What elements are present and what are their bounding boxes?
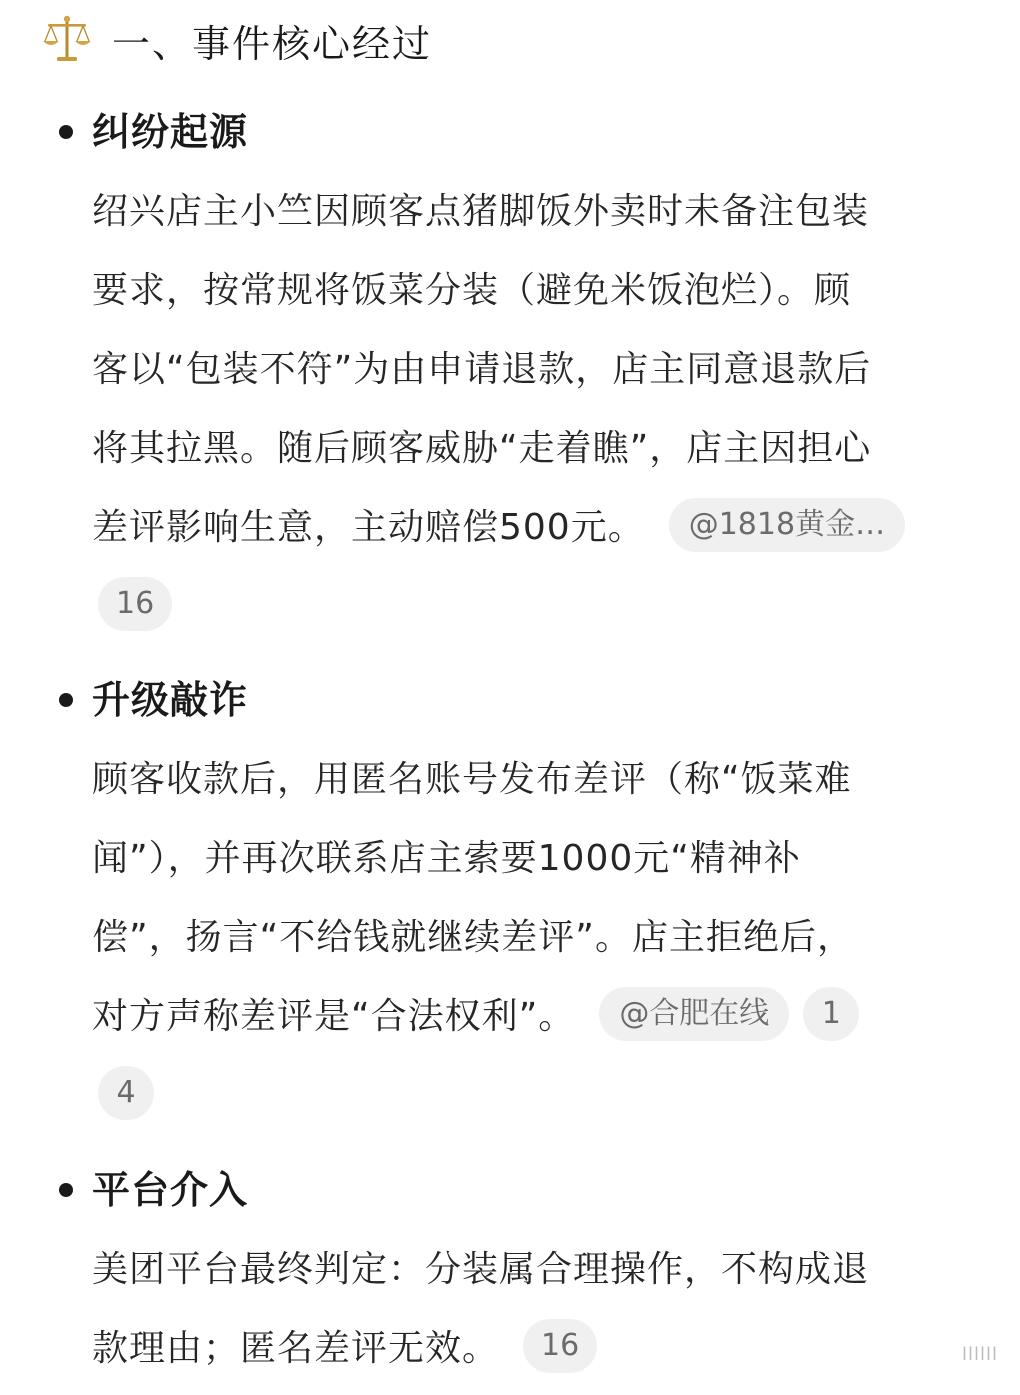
citation-count-chip[interactable]: 16 [98, 577, 172, 631]
body-line-with-source [92, 488, 982, 567]
item-body [92, 740, 982, 1135]
citation-count-chip-part1[interactable]: 1 [803, 987, 859, 1041]
body-text: 款理由；匿名差评无效。 [92, 1328, 500, 1369]
body-line-with-source [92, 977, 982, 1056]
body-line: 将其拉黑。随后顾客威胁“走着瞧”，店主因担心 [92, 428, 872, 469]
watermark: llllll [961, 1344, 998, 1365]
body-line: 客以“包装不符”为由申请退款，店主同意退款后 [92, 349, 872, 390]
source-chip[interactable]: @合肥在线 [599, 987, 789, 1041]
item-heading: 纠纷起源 [92, 110, 249, 154]
item-heading: 平台介入 [92, 1168, 249, 1212]
body-line: 偿”，扬言“不给钱就继续差评”。店主拒绝后， [92, 917, 854, 958]
bullet [59, 1183, 73, 1197]
body-text: 对方声称差评是“合法权利”。 [92, 996, 576, 1037]
citation-count-chip-part2[interactable]: 4 [98, 1066, 154, 1120]
section-title: 一、事件核心经过 [112, 21, 433, 66]
body-line: 绍兴店主小竺因顾客点猪脚饭外卖时未备注包装 [92, 191, 870, 232]
section-header [40, 10, 432, 70]
body-line: 美团平台最终判定：分装属合理操作，不构成退 [92, 1249, 870, 1290]
body-text: 差评影响生意，主动赔偿500元。 [92, 507, 645, 548]
body-line-with-count [92, 1309, 982, 1388]
bullet [59, 693, 73, 707]
item-body [92, 172, 982, 646]
count-line [92, 567, 982, 646]
item-body [92, 1230, 982, 1388]
body-line: 闻”），并再次联系店主索要1000元“精神补 [92, 838, 801, 879]
citation-count-chip[interactable]: 16 [523, 1319, 597, 1373]
source-chip[interactable]: @1818黄金… [669, 498, 905, 552]
scale-icon [40, 13, 94, 67]
bullet [59, 125, 73, 139]
count-line [92, 1056, 982, 1135]
body-line: 要求，按常规将饭菜分装（避免米饭泡烂）。顾 [92, 270, 852, 311]
item-heading: 升级敲诈 [92, 678, 249, 722]
body-line: 顾客收款后，用匿名账号发布差评（称“饭菜难 [92, 759, 852, 800]
